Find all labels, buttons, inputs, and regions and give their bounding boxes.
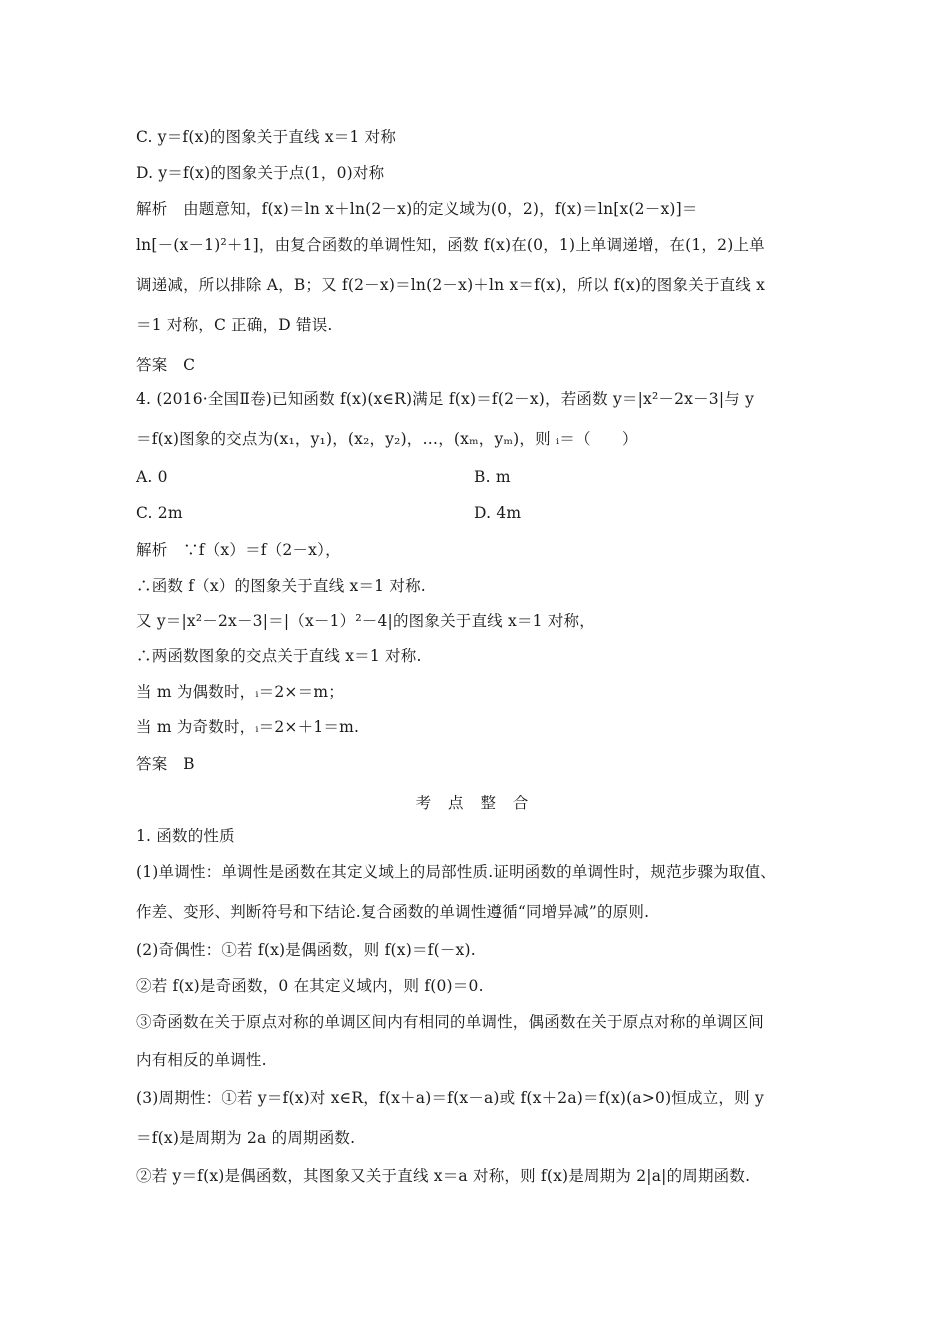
- solution-line: ∴两函数图象的交点关于直线 x＝1 对称.: [136, 647, 422, 665]
- option-c: C. 2m: [136, 504, 183, 522]
- body-line: ②若 f(x)是奇函数，0 在其定义域内，则 f(0)＝0.: [136, 977, 484, 995]
- solution-line: ln[－(x－1)²＋1]，由复合函数的单调性知，函数 f(x)在(0，1)上单调递增，在(1，2)上单: [136, 236, 765, 254]
- solution-line: ＝1 对称，C 正确，D 错误.: [136, 316, 333, 334]
- subsection-heading: 1. 函数的性质: [136, 827, 235, 845]
- body-line: ②若 y＝f(x)是偶函数，其图象又关于直线 x＝a 对称，则 f(x)是周期为 2|a|的周期函数.: [136, 1167, 751, 1185]
- section-title: 考 点 整 合: [415, 794, 535, 812]
- body-line: (2)奇偶性：①若 f(x)是偶函数，则 f(x)＝f(－x).: [136, 941, 476, 959]
- solution-line: 当 m 为奇数时，ᵢ＝2×＋1＝m.: [136, 718, 360, 736]
- option-b: B. m: [474, 468, 511, 486]
- question-4-line: 4. (2016·全国Ⅱ卷)已知函数 f(x)(x∈R)满足 f(x)＝f(2－x)，若函数 y＝|x²－2x－3|与 y: [136, 390, 755, 408]
- body-line: 内有相反的单调性.: [136, 1051, 267, 1069]
- body-line: ③奇函数在关于原点对称的单调区间内有相同的单调性，偶函数在关于原点对称的单调区间: [136, 1013, 765, 1031]
- solution-line: 调递减，所以排除 A，B；又 f(2－x)＝ln(2－x)＋ln x＝f(x)，所以 f(x)的图象关于直线 x: [136, 276, 766, 294]
- solution-line: 解析 ∵f（x）＝f（2－x），: [136, 541, 341, 559]
- answer-line: 答案 B: [136, 755, 195, 773]
- body-line: ＝f(x)是周期为 2a 的周期函数.: [136, 1129, 356, 1147]
- body-line: (3)周期性：①若 y＝f(x)对 x∈R，f(x＋a)＝f(x－a)或 f(x＋2a)＝f(x)(a>0)恒成立，则 y: [136, 1089, 764, 1107]
- solution-line: 又 y＝|x²－2x－3|＝|（x－1）²－4|的图象关于直线 x＝1 对称，: [136, 612, 595, 630]
- body-line: 作差、变形、判断符号和下结论.复合函数的单调性遵循“同增异减”的原则.: [136, 903, 650, 921]
- question-4-line: ＝f(x)图象的交点为(x₁，y₁)，(x₂，y₂)，…，(xₘ，yₘ)，则 ᵢ＝（ ）: [136, 430, 638, 448]
- body-line: (1)单调性：单调性是函数在其定义域上的局部性质.证明函数的单调性时，规范步骤为取值、: [136, 863, 776, 881]
- solution-line: 解析 由题意知，f(x)＝ln x＋ln(2－x)的定义域为(0，2)，f(x)＝ln[x(2－x)]＝: [136, 200, 698, 218]
- answer-line: 答案 C: [136, 356, 196, 374]
- option-a: A. 0: [136, 468, 168, 486]
- option-c-line: C. y＝f(x)的图象关于直线 x＝1 对称: [136, 128, 397, 146]
- option-d: D. 4m: [474, 504, 522, 522]
- solution-line: 当 m 为偶数时，ᵢ＝2×＝m；: [136, 683, 344, 701]
- option-d-line: D. y＝f(x)的图象关于点(1，0)对称: [136, 164, 385, 182]
- solution-line: ∴函数 f（x）的图象关于直线 x＝1 对称.: [136, 577, 426, 595]
